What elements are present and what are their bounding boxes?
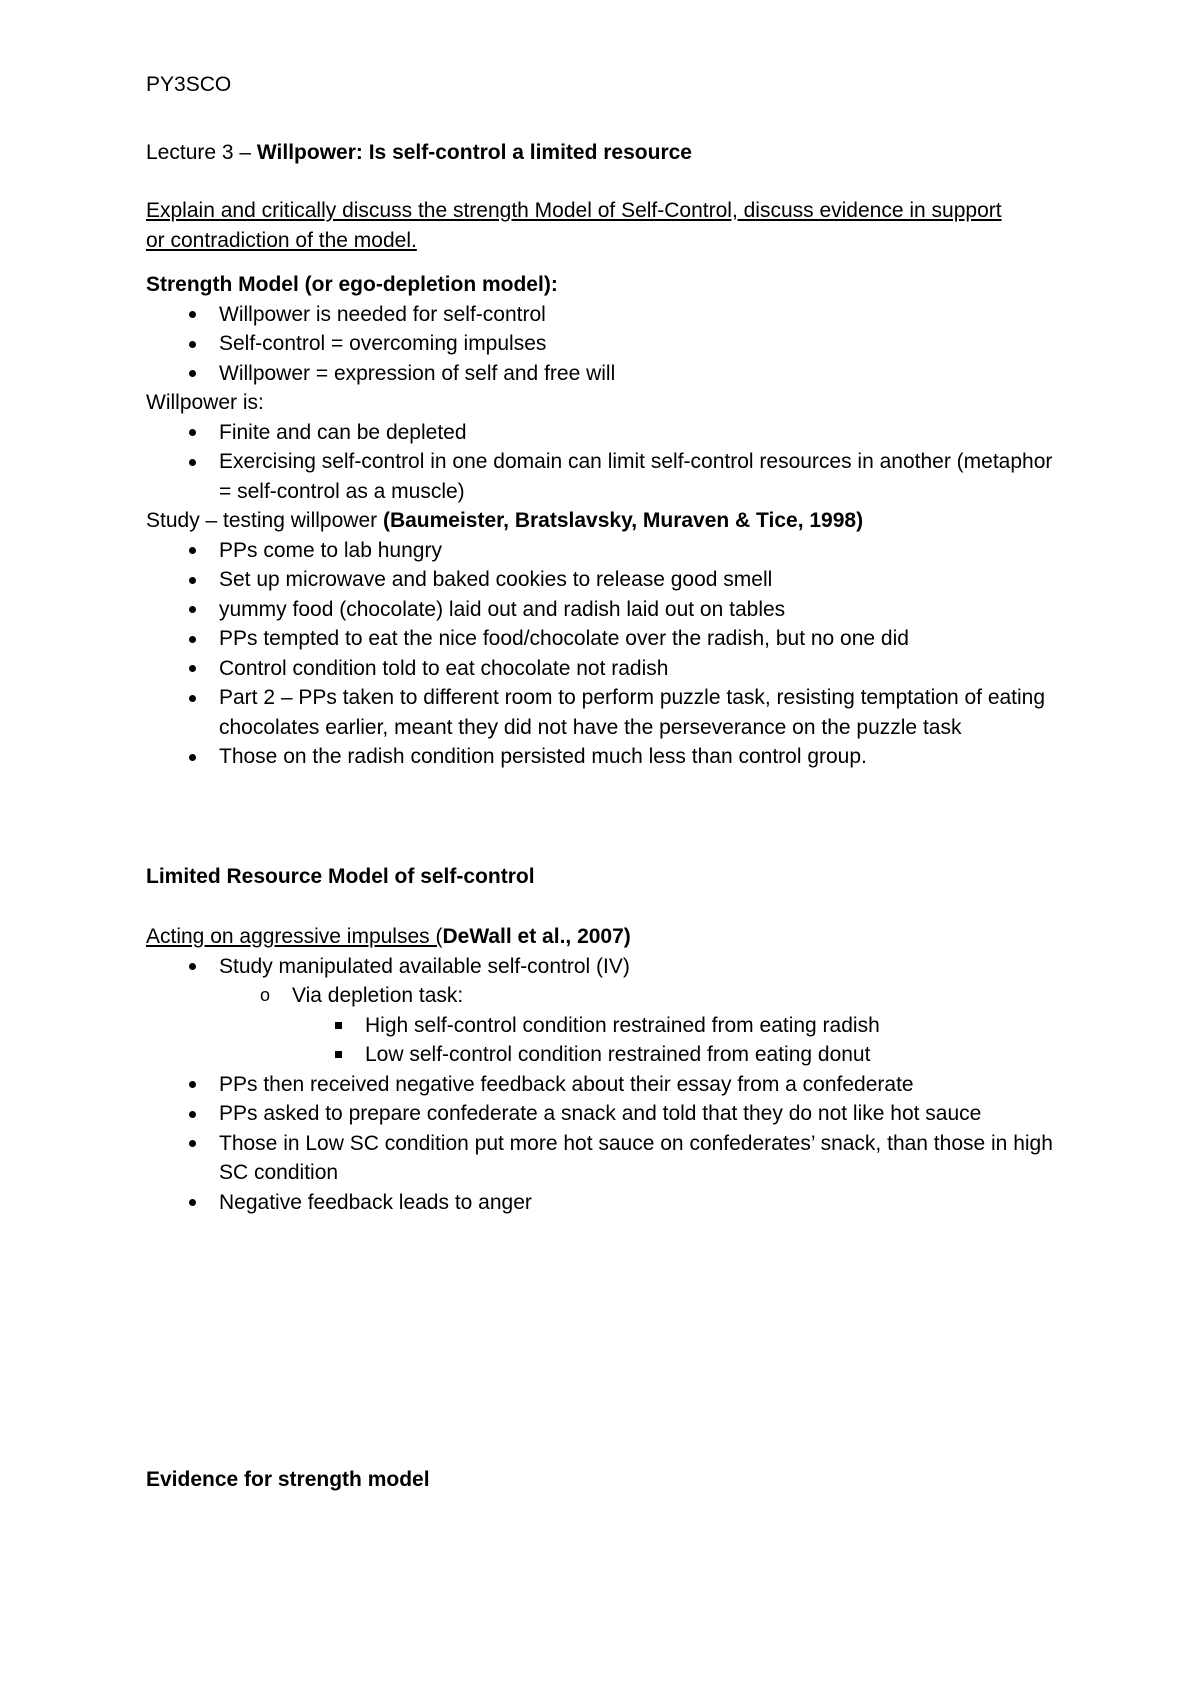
bullet-icon <box>182 742 202 772</box>
willpower-is-label: Willpower is: <box>146 391 264 414</box>
list-item: o Via depletion task: <box>146 981 1066 1011</box>
list-item: Set up microwave and baked cookies to release good smell <box>146 565 1066 595</box>
list-item: Exercising self-control in one domain can limit self-control resources in another (metaphor = self-control as a muscle) <box>146 447 1066 506</box>
study-citation: (Baumeister, Bratslavsky, Muraven & Tice, 1998) <box>382 509 864 532</box>
list-item: Self-control = overcoming impulses <box>146 329 1066 359</box>
study-prefix: Study – testing willpower <box>146 509 383 532</box>
bullet-icon <box>182 536 202 566</box>
strength-list <box>146 300 1066 389</box>
list-item: PPs then received negative feedback about their essay from a confederate <box>146 1070 1066 1100</box>
square-bullet-icon <box>328 1040 348 1070</box>
bullet-icon <box>182 418 202 448</box>
list-item: Willpower is needed for self-control <box>146 300 1066 330</box>
list-item: Those in Low SC condition put more hot sauce on confederates’ snack, than those in high SC condition <box>146 1129 1066 1188</box>
bullet-icon <box>182 1070 202 1100</box>
limited-section <box>146 862 1066 892</box>
bullet-icon <box>182 1099 202 1129</box>
essay-question <box>146 196 1066 255</box>
list-item: Part 2 – PPs taken to different room to perform puzzle task, resisting temptation of eating chocolates earlier, meant they did not have the perseverance on the puzzle task <box>146 683 1066 742</box>
bullet-icon <box>182 654 202 684</box>
bullet-icon <box>182 595 202 625</box>
evidence-section <box>146 1465 1066 1495</box>
list-item: Low self-control condition restrained from eating donut <box>146 1040 1066 1070</box>
bullet-icon <box>182 447 202 477</box>
bullet-icon <box>182 329 202 359</box>
list-item: yummy food (chocolate) laid out and radish laid out on tables <box>146 595 1066 625</box>
acting-prefix: Acting on aggressive impulses <box>146 925 436 948</box>
strength-heading: Strength Model (or ego-depletion model): <box>146 273 558 296</box>
strength-section <box>146 270 1066 772</box>
acting-section <box>146 922 1066 1217</box>
bullet-icon <box>182 952 202 982</box>
lecture-prefix: Lecture 3 – <box>146 141 257 164</box>
list-item: Control condition told to eat chocolate not radish <box>146 654 1066 684</box>
willpower-list <box>146 418 1066 507</box>
bullet-icon <box>182 683 202 713</box>
evidence-heading: Evidence for strength model <box>146 1468 430 1491</box>
course-code: PY3SCO <box>146 73 232 96</box>
lecture-title: Willpower: Is self-control a limited resource <box>256 141 692 164</box>
limited-heading: Limited Resource Model of self-control <box>146 865 535 888</box>
acting-citation-open: ( <box>435 925 443 948</box>
list-item: PPs come to lab hungry <box>146 536 1066 566</box>
bullet-icon <box>182 359 202 389</box>
list-item: PPs tempted to eat the nice food/chocolate over the radish, but no one did <box>146 624 1066 654</box>
square-bullet-icon <box>328 1011 348 1041</box>
circle-bullet-icon: o <box>259 985 270 1005</box>
list-item: Finite and can be depleted <box>146 418 1066 448</box>
bullet-icon <box>182 1129 202 1159</box>
acting-heading <box>146 922 1066 952</box>
study-list <box>146 536 1066 772</box>
bullet-icon <box>182 300 202 330</box>
list-item: Study manipulated available self-control (IV) <box>146 952 1066 982</box>
list-item: Those on the radish condition persisted much less than control group. <box>146 742 1066 772</box>
question-line-1: Explain and critically discuss the strength Model of Self-Control, discuss evidence in support <box>146 199 1002 222</box>
list-item: High self-control condition restrained from eating radish <box>146 1011 1066 1041</box>
bullet-icon <box>182 624 202 654</box>
list-item: Negative feedback leads to anger <box>146 1188 1066 1218</box>
study-heading <box>146 506 1066 536</box>
lecture-title-line <box>146 138 1066 168</box>
acting-list <box>146 952 1066 1218</box>
list-item: PPs asked to prepare confederate a snack and told that they do not like hot sauce <box>146 1099 1066 1129</box>
bullet-icon <box>182 565 202 595</box>
list-item: Willpower = expression of self and free will <box>146 359 1066 389</box>
acting-citation: DeWall et al., 2007) <box>442 925 631 948</box>
bullet-icon <box>182 1188 202 1218</box>
question-line-2: or contradiction of the model. <box>146 228 417 252</box>
